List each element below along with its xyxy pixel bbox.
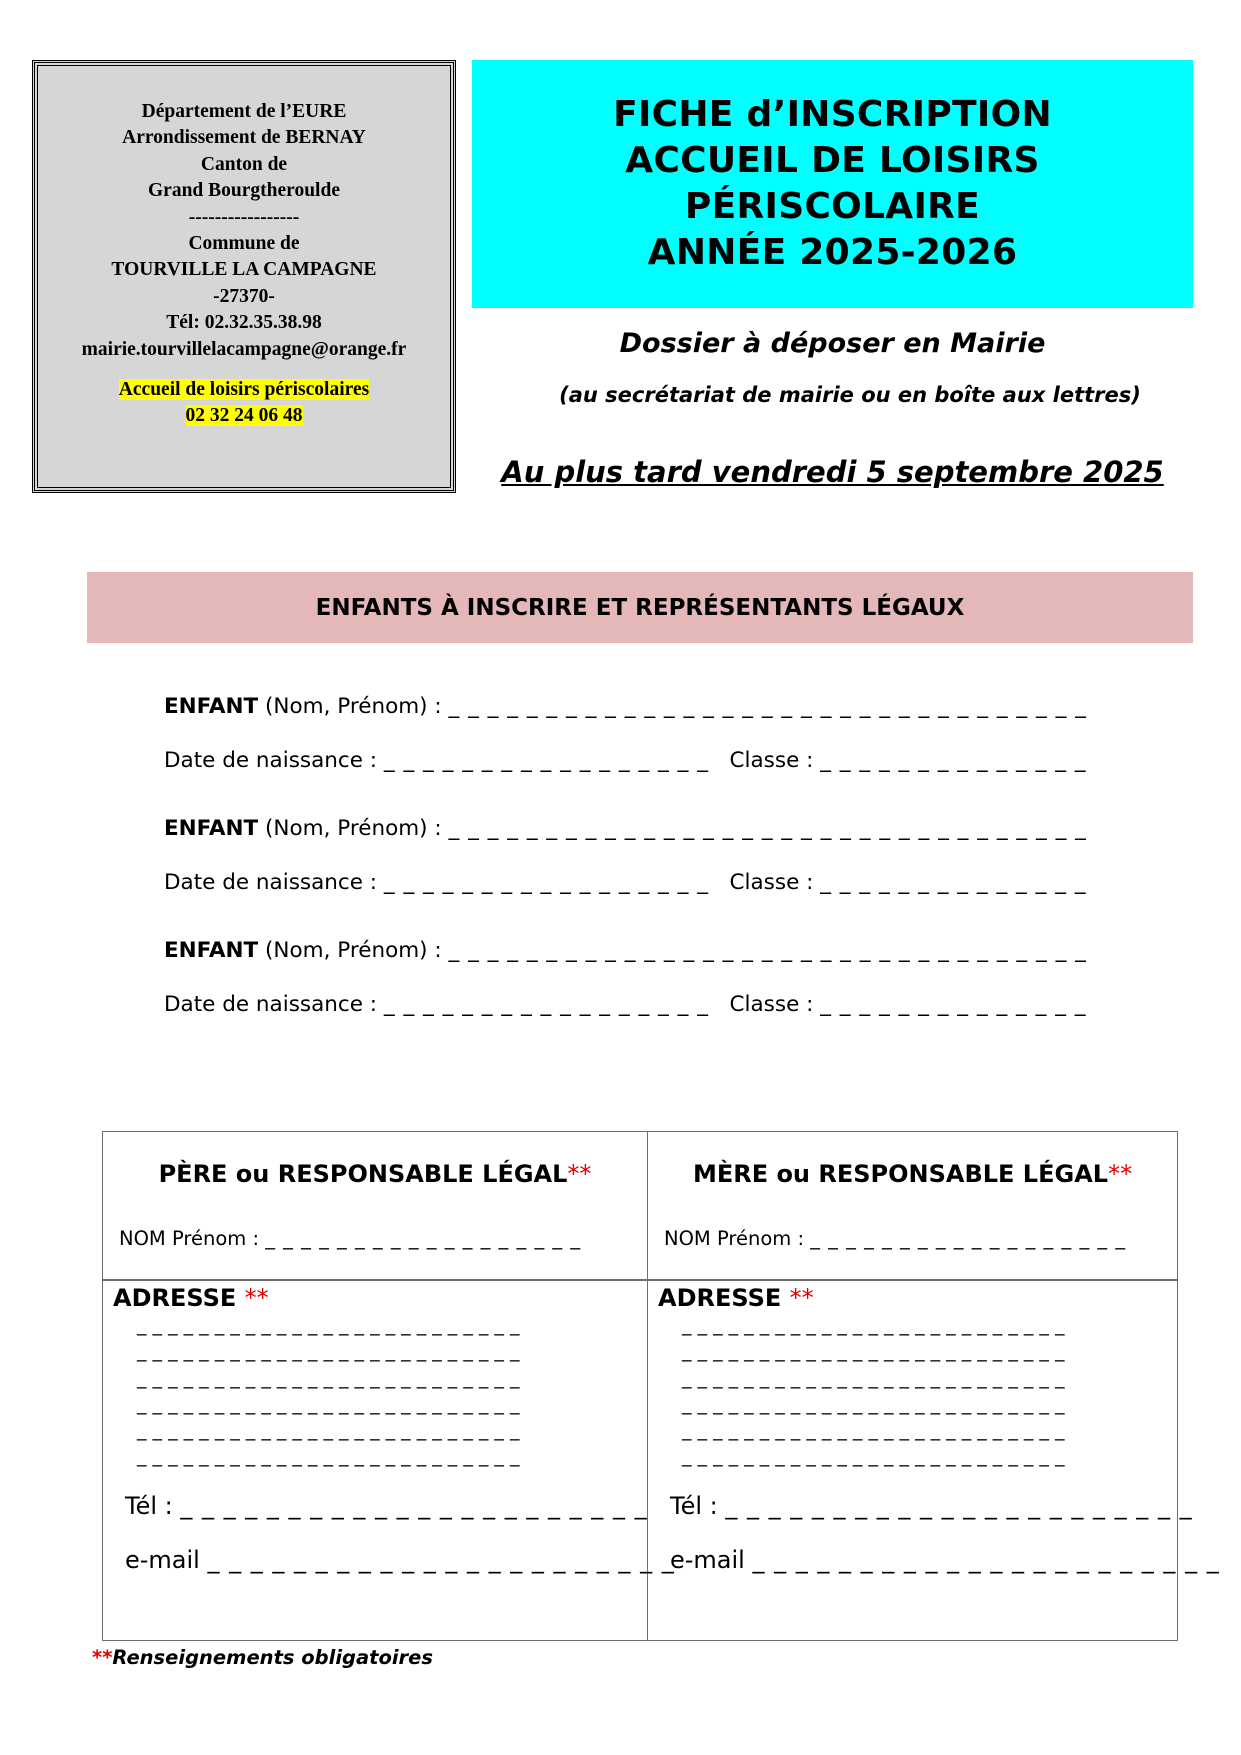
info-highlight-service: Accueil de loisirs périscolaires [118, 379, 370, 401]
tel-blank[interactable]: _ _ _ _ _ _ _ _ _ _ _ _ _ _ _ _ _ _ _ _ _ _ [180, 1492, 648, 1520]
footnote-text: Renseignements obligatoires [112, 1646, 433, 1669]
info-line-department: Département de l’EURE [141, 101, 347, 122]
classe-blank[interactable]: _ _ _ _ _ _ _ _ _ _ _ _ _ _ [820, 992, 1087, 1017]
email-label: e-mail [125, 1546, 208, 1574]
info-line-email: mairie.tourvillelacampagne@orange.fr [81, 338, 407, 360]
child-3-details-row [164, 992, 1087, 1017]
legal-representatives-table [102, 1131, 1220, 1641]
child-name-blank[interactable]: _ _ _ _ _ _ _ _ _ _ _ _ _ _ _ _ _ _ _ _ _ _ _ _ _ _ _ _ _ _ _ _ _ [448, 694, 1087, 719]
nom-blank[interactable]: _ _ _ _ _ _ _ _ _ _ _ _ _ _ _ _ _ _ [810, 1227, 1127, 1250]
municipality-info-inner [41, 69, 447, 484]
father-heading [103, 1160, 647, 1188]
required-mark: ** [244, 1284, 269, 1312]
mother-heading-text: MÈRE ou RESPONSABLE LÉGAL [692, 1160, 1109, 1188]
required-footnote [92, 1646, 433, 1669]
child-2-name-field[interactable] [164, 816, 1087, 841]
classe-label: Classe : [729, 748, 821, 773]
address-label-text: ADRESSE [113, 1284, 245, 1312]
tel-label: Tél : [125, 1492, 181, 1520]
address-label-text: ADRESSE [658, 1284, 790, 1312]
child-hint: (Nom, Prénom) : [258, 694, 449, 719]
tel-blank[interactable]: _ _ _ _ _ _ _ _ _ _ _ _ _ _ _ _ _ _ _ _ _ _ [725, 1492, 1193, 1520]
father-phone-field[interactable] [125, 1492, 648, 1520]
required-mark: ** [1108, 1160, 1133, 1188]
email-label: e-mail [670, 1546, 753, 1574]
info-line-commune: Commune de [188, 233, 300, 255]
child-name-blank[interactable]: _ _ _ _ _ _ _ _ _ _ _ _ _ _ _ _ _ _ _ _ _ _ _ _ _ _ _ _ _ _ _ _ _ [448, 938, 1087, 963]
submission-deadline: Au plus tard vendredi 5 septembre 2025 [501, 455, 1164, 489]
father-email-field[interactable] [125, 1546, 675, 1574]
footnote-mark: ** [92, 1646, 113, 1669]
info-line-postcode: -27370- [213, 285, 275, 307]
child-1-name-field[interactable] [164, 694, 1087, 719]
child-3-name-field[interactable] [164, 938, 1087, 963]
info-highlight-phone: 02 32 24 06 48 [185, 405, 303, 427]
section-title: ENFANTS À INSCRIRE ET REPRÉSENTANTS LÉGAUX [315, 594, 965, 621]
classe-blank[interactable]: _ _ _ _ _ _ _ _ _ _ _ _ _ _ [820, 870, 1087, 895]
child-label: ENFANT [164, 816, 259, 841]
info-line-arrondissement: Arrondissement de BERNAY [122, 127, 366, 149]
child-2-details-row [164, 870, 1087, 895]
classe-label: Classe : [729, 870, 821, 895]
info-separator: ----------------- [188, 206, 300, 228]
mother-address-label [658, 1284, 814, 1312]
father-address-label [113, 1284, 269, 1312]
municipality-info-text [41, 99, 447, 430]
dob-label: Date de naissance : [164, 870, 384, 895]
mother-heading [648, 1160, 1177, 1188]
nom-label: NOM Prénom : [119, 1227, 266, 1250]
father-name-field[interactable] [119, 1227, 581, 1250]
dob-blank[interactable]: _ _ _ _ _ _ _ _ _ _ _ _ _ _ _ _ _ [383, 870, 709, 895]
mother-phone-field[interactable] [670, 1492, 1193, 1520]
form-title-box [472, 60, 1193, 308]
classe-label: Classe : [729, 992, 821, 1017]
tel-label: Tél : [670, 1492, 726, 1520]
dob-label: Date de naissance : [164, 748, 384, 773]
email-blank[interactable]: _ _ _ _ _ _ _ _ _ _ _ _ _ _ _ _ _ _ _ _ _ _ [207, 1546, 675, 1574]
form-title-line-4: ANNÉE 2025-2026 [647, 232, 1018, 273]
info-line-canton-name: Grand Bourgtheroulde [148, 180, 340, 202]
classe-blank[interactable]: _ _ _ _ _ _ _ _ _ _ _ _ _ _ [820, 748, 1087, 773]
submission-heading: Dossier à déposer en Mairie [619, 328, 1046, 359]
info-line-phone: Tél: 02.32.35.38.98 [166, 312, 322, 334]
required-mark: ** [567, 1160, 592, 1188]
child-label: ENFANT [164, 694, 259, 719]
mother-column [648, 1132, 1220, 1640]
child-name-blank[interactable]: _ _ _ _ _ _ _ _ _ _ _ _ _ _ _ _ _ _ _ _ _ _ _ _ _ _ _ _ _ _ _ _ _ [448, 816, 1087, 841]
child-1-details-row [164, 748, 1087, 773]
father-address-field[interactable]: _ _ _ _ _ _ _ _ _ _ _ _ _ _ _ _ _ _ _ _ _ _ _ _ _ _ _ _ _ _ _ _ _ _ _ _ _ _ _ _ _ _ _ _ _ _ _ _ _ _ _ _ _ _ _ _ _ _ _ _ _ _ _ _ _ _ _ _ _ _ _ _ _ _ _ _ _ _ _ _ _ _ _ _ _ _ _ _ _ _ _ _ _ _ _ _ _ _ _ _ _ _ _ _ _ _ _ _ _ _ _ _ _ _ _ _ _ _ _ _ _ _ _ _ _ _ _ _ _ _ _ _ _ _ _ _ _ _ _ _ _ _ _ _ _ _ _ _ _ _ [137, 1314, 520, 1468]
dob-blank[interactable]: _ _ _ _ _ _ _ _ _ _ _ _ _ _ _ _ _ [383, 748, 709, 773]
mother-name-field[interactable] [664, 1227, 1126, 1250]
dob-blank[interactable]: _ _ _ _ _ _ _ _ _ _ _ _ _ _ _ _ _ [383, 992, 709, 1017]
father-column [103, 1132, 675, 1640]
dob-label: Date de naissance : [164, 992, 384, 1017]
submission-detail: (au secrétariat de mairie ou en boîte aux lettres) [559, 383, 1141, 407]
child-label: ENFANT [164, 938, 259, 963]
child-hint: (Nom, Prénom) : [258, 816, 449, 841]
nom-blank[interactable]: _ _ _ _ _ _ _ _ _ _ _ _ _ _ _ _ _ _ [265, 1227, 582, 1250]
section-header-bar [87, 572, 1193, 643]
form-title-line-1: FICHE d’INSCRIPTION [613, 94, 1052, 135]
father-heading-text: PÈRE ou RESPONSABLE LÉGAL [158, 1160, 568, 1188]
required-mark: ** [789, 1284, 814, 1312]
form-title-line-2: ACCUEIL DE LOISIRS [625, 140, 1040, 181]
info-line-canton: Canton de [200, 153, 288, 175]
municipality-info-box [32, 60, 456, 493]
info-line-commune-name: TOURVILLE LA CAMPAGNE [111, 259, 377, 281]
form-title-line-3: PÉRISCOLAIRE [684, 186, 981, 227]
nom-label: NOM Prénom : [664, 1227, 811, 1250]
mother-address-field[interactable]: _ _ _ _ _ _ _ _ _ _ _ _ _ _ _ _ _ _ _ _ _ _ _ _ _ _ _ _ _ _ _ _ _ _ _ _ _ _ _ _ _ _ _ _ _ _ _ _ _ _ _ _ _ _ _ _ _ _ _ _ _ _ _ _ _ _ _ _ _ _ _ _ _ _ _ _ _ _ _ _ _ _ _ _ _ _ _ _ _ _ _ _ _ _ _ _ _ _ _ _ _ _ _ _ _ _ _ _ _ _ _ _ _ _ _ _ _ _ _ _ _ _ _ _ _ _ _ _ _ _ _ _ _ _ _ _ _ _ _ _ _ _ _ _ _ _ _ _ _ _ [682, 1314, 1065, 1468]
mother-email-field[interactable] [670, 1546, 1220, 1574]
email-blank[interactable]: _ _ _ _ _ _ _ _ _ _ _ _ _ _ _ _ _ _ _ _ _ _ [752, 1546, 1220, 1574]
child-hint: (Nom, Prénom) : [258, 938, 449, 963]
